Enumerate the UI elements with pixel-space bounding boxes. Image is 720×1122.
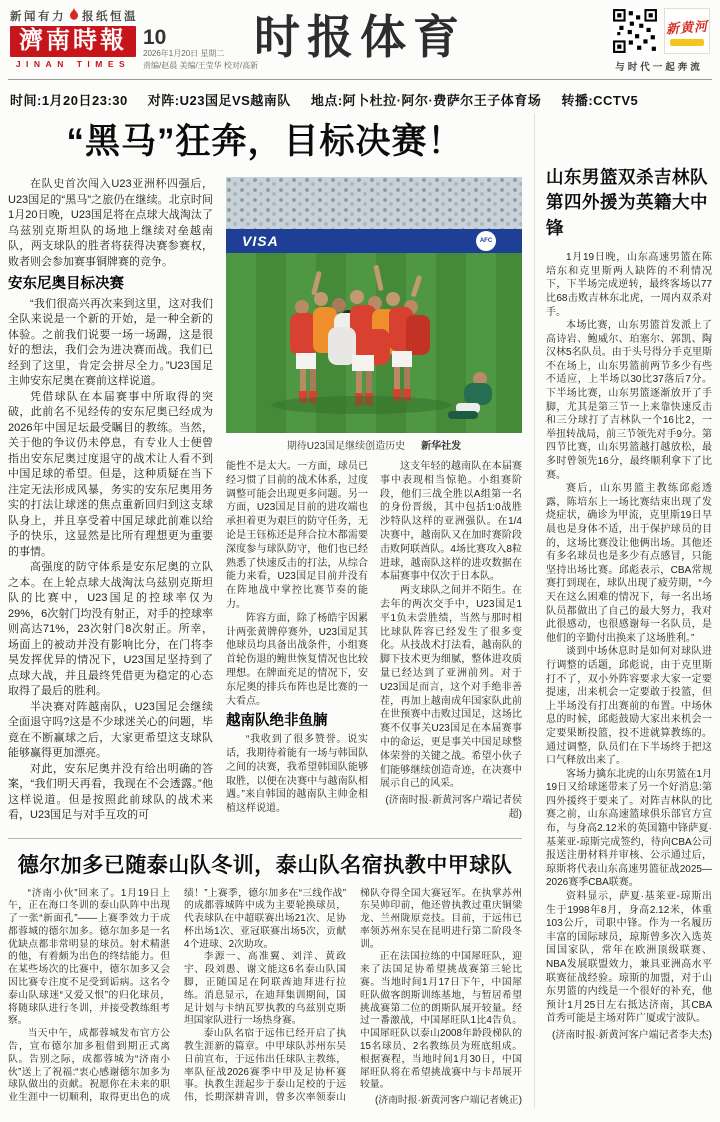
paragraph: 凭借球队在本届赛事中所取得的突破，此前名不见经传的安东尼奥已经成为2026年中国足坛最受瞩目的教练。当然，关于他的争议仍未停息，有专业人士便曾指出安东尼奥过度退守的战术让人看不到中国足球的希望。但是，这种质疑在当下注定无法形成风暴，务实的安东尼奥用务实的打法让球迷的焦点重新回归到这支球队身上，并且享受着中国足球此前难以给予的快乐，这显然是比所有理想更为重要的事情。 xyxy=(8,390,213,558)
paragraph: 谈到中场休息时是如何对球队进行调整的话题，邱彪说，由于克里斯打不了，双小外阵容要求大家一定要提速，出来机会一定要敢于投篮，但上半场没有打出赛前的布置。中场休息的时候，邱彪鼓励大家出来机会一定要果断投篮，投不进就算教练的。通过调整，队员们在下半场终于把这口气释放出来了。 xyxy=(546,646,712,767)
lead-story xyxy=(8,113,522,1108)
stadium-stands xyxy=(226,177,522,229)
basketball-headline xyxy=(546,165,712,241)
paragraph: 能性不是太大。一方面，球员已经习惯了目前的战术体系，过度调整可能会出现更多问题。另一方面，U23国足目前的进攻端也承担着更为艰巨的防守任务，无论是王钰栋还是拜合拉木都需要深度参与球队防守，他们也已经熟悉了快速反击的打法，从综合能力来看，U23国足目前并没有在阵地战中掌控比赛节奏的能力。 xyxy=(226,461,368,610)
paragraph: 这支年轻的越南队在本届赛事中表现相当惊艳。小组赛阶段，他们三战全胜以A组第一名的身份晋级，其中包括1:0战胜沙特队这样的亚洲强队。在1/4决赛中，越南队又在加时赛阶段击败阿联酋队。4场比赛攻入8粒进球，越南队这样的进攻数据在本届赛事中仅次于日本队。 xyxy=(380,461,522,583)
brand-bar xyxy=(670,39,704,46)
paragraph: “济南小伙”回来了。1月19日上午，正在海口冬训的泰山队阵中出现了一张“新面孔”——上赛季效力于成都蓉城的德尔加多。德尔加多是一名优缺点都非常明显的球员。射术精湛的他，有着颇为出色的终结能力。但在某些场次的比赛中，德尔加多又会因比赛专注度不足受到诟病。这名令泰山队球迷“又爱又恨”的归化球员，将随球队进行冬训，并接受教练组考察。 xyxy=(8,887,170,1027)
brand-logo xyxy=(664,8,710,54)
date-line: 2026年1月20日 星期二 xyxy=(143,49,225,58)
paragraph: 赛后，山东男篮主教练邱彪透露，陈培东上一场比赛结束出现了发烧症状，确诊为甲流，克里斯19日早晨也是身体不适，出于保护球员的目的，这场比赛没让他俩出场。其他还有多名球员也是多少有点感冒，只能坚持出场比赛。邱彪表示，CBA常规赛打到现在，球队出现了疲劳期，“今天在这么困难的情况下，每一名出场队员都做出了自己的最大努力，我对此很感动，也很感谢每一名队员，是他们的辛勤付出换来了这场胜利。” xyxy=(546,483,712,644)
paragraph: 李源一、高准翼、刘洋、黄政宇、段刘愚、谢文能这6名泰山队国脚，正随国足在阿联酋迪拜进行拉练。消息显示，在迪拜集训期间，国足计划与卡纳瓦罗执教的乌兹别克斯坦国家队进行一场热身赛。 xyxy=(184,951,346,1027)
goalkeeper xyxy=(448,372,492,419)
byline: (济南时报·新黄河客户端记者姚正) xyxy=(375,1095,522,1107)
paper-slogan xyxy=(10,8,260,24)
paragraph: 资料显示，萨夏·基莱亚-琼斯出生于1998年8月，身高2.12米，体重103公斤，司职中锋。作为一名履历丰富的国际球员，琼斯曾多次入选英国国家队，常年在欧洲顶级联赛、NBA发展联盟效力，兼具亚洲高水平联赛征战经验。琼斯的加盟，对于山东男篮的内线是一个很好的补充，他预计1月25日左右抵达济南，其CBA首秀可能是主场对阵广厦或宁波队。 xyxy=(546,891,712,1025)
paper-logo xyxy=(10,26,136,69)
match-photo-figure xyxy=(226,177,522,452)
page-meta xyxy=(143,26,258,73)
byline: (济南时报·新黄河客户端记者侯超) xyxy=(385,795,522,820)
paper-slogan-left: 新闻有力 xyxy=(10,11,66,23)
paragraph: 半决赛对阵越南队，U23国足会继续全面退守吗?这是不少球迷关心的问题，毕竟在不断赢球之后，大家更希望这支球队能够赢得更加漂亮。 xyxy=(8,700,213,759)
paragraph: 正在法国拉练的中国犀旺队，迎来了法国足协希望挑战赛第三轮比赛。当地时间1月17日下午，中国犀旺队做客朗斯训练基地，与暂居希望挑战赛第二位的朗斯队展开较量。经过一番激战，中国犀旺队1比4告负。中国犀旺队以泰山2008年龄段梯队的15名球员、2名教练员为班底组成。根据赛程，当地时间1月30日，中国犀旺队将在希望挑战赛中与卡昂展开较量。 xyxy=(360,951,522,1091)
match-time: 时间:1月20日23:30 xyxy=(10,93,128,108)
paragraph: 阵容方面，除了杨皓宇因累计两张黄牌停赛外，U23国足其他球员均具备出战条件，小组赛首轮伤退的鲍世恢复情况也比较理想。在牌面充足的情况下，安东尼奥的排兵布阵也是比赛的一大看点。 xyxy=(226,612,368,707)
taishan-story xyxy=(8,838,522,1109)
paragraph: 当天中午，成都蓉城发布官方公告，宣布德尔加多租借到期正式离队。告别之际，成都蓉城为“济南小伙”送上了祝福:“衷心感谢德尔加多为球队做出的贡献。祝愿你在未来的职业生涯中一切顺利，取得更出色的成绩！”上赛季，德尔加多在“三线作战”的成都蓉城阵中成为主要轮换球员，代表球队在中超联赛出场21次、足协杯出场1次、亚冠联赛出场5次，贡献4个进球、2次助攻。 xyxy=(8,887,346,1104)
paragraph: “我们很高兴再次来到这里，这对我们全队来说是一个新的开始，是一种全新的体验。之前我们说要一场一场踢，这是很好的想法，我们会为进决赛而战。我们已经到了这里，肯定会拼尽全力。”U23国足主帅安东尼奥在赛前这样说道。 xyxy=(8,297,213,387)
paragraph: 在队史首次闯入U23亚洲杯四强后，U23国足的“黑马”之旅仍在继续。北京时间1月20日晚，U23国足将在点球大战淘汰了乌兹别克斯坦队的场地上继续对垒越南队，两支球队的胜者将获得决赛参赛权，败者则会参加赛事铜牌赛的竞争。 xyxy=(8,178,213,268)
sub-headline: 安东尼奥目标决赛 xyxy=(8,276,124,292)
paper-slogan-right: 报纸恒温 xyxy=(82,11,138,23)
qr-code xyxy=(612,8,658,54)
paper-name-en: JINAN TIMES xyxy=(15,59,131,69)
masthead-right xyxy=(608,8,710,73)
match-teams: 对阵:U23国足VS越南队 xyxy=(147,93,291,108)
match-info-bar xyxy=(10,90,710,109)
brand-name: 新黄河 xyxy=(665,18,709,36)
paragraph: 对此，安东尼奥并没有给出明确的答案，“我们明天再看，我现在不会透露。”他这样说道。但是按照此前球队的战术来看，U23国足与对手互攻的可 xyxy=(8,762,213,821)
sub-headline: 越南队绝非鱼腩 xyxy=(226,713,328,730)
visa-ad-text: VISA xyxy=(242,233,279,249)
ad-board xyxy=(226,229,522,253)
taishan-body xyxy=(8,888,522,1109)
lead-column-under-photo xyxy=(226,460,522,822)
taishan-headline: 德尔加多已随泰山队冬训，泰山队名宿执教中甲球队 xyxy=(17,853,513,877)
basketball-headline-line1: 山东男篮双杀吉林队 xyxy=(546,167,708,187)
flame-icon xyxy=(69,8,79,24)
staff-line: 责编/赵晨 美编/王莹华 校对/高新 xyxy=(143,61,259,71)
masthead xyxy=(8,6,712,80)
paragraph: 两支球队之间并不陌生。在去年的两次交手中，U23国足1平1负未尝胜绩，当然与那时相比球队阵容已经发生了很多变化。从技战术打法看，越南队的脚下技术更为细腻，整体进攻质量已经达到了亚洲前列。对于U23国足而言，这个对手绝非善茬，再加上越南成年国家队此前在世预赛中击败过国足，这场比赛不仅事关U23国足在本届赛事中的命运，更是事关中国足球整体荣誉的关键之战。希望小伙子们能够继续创造奇迹，在决赛中展示自己的风采。 xyxy=(380,585,522,790)
photo-credit: 新华社发 xyxy=(421,441,462,452)
byline: (济南时报·新黄河客户端记者李夫杰) xyxy=(552,1029,712,1041)
lead-column-left xyxy=(8,177,213,824)
afc-badge: AFC xyxy=(476,231,496,251)
page-number: 10 xyxy=(143,26,167,49)
paper-name: 濟南時報 xyxy=(10,26,136,57)
basketball-story xyxy=(534,113,712,1108)
paragraph: 1月19日晚，山东高速男篮在陈培东和克里斯两人缺阵的不利情况下，下半场完成逆转，最终客场以77比68击败吉林东北虎，一周内双杀对手。 xyxy=(546,252,712,318)
basketball-headline-line2: 第四外援为英籍大中锋 xyxy=(546,192,708,238)
photo-caption-text: 期待U23国足继续创造历史 xyxy=(286,441,406,452)
match-photo xyxy=(226,177,522,433)
paragraph: 泰山队名宿于远伟已经开启了执教生涯新的篇章。中甲球队苏州东吴日前宣布，于远伟出任球队主教练，率队征战2026赛季中甲及足协杯赛事。执教生涯起步于泰山足校的于远伟，长期深耕青训，曾多次率领泰山梯队夺得全国大赛冠军。在执掌苏州东吴帅印前，他还曾执教过重庆铜梁龙、兰州陇原竞技。目前，于远伟已率领苏州东吴在昆明进行第二阶段冬训。 xyxy=(184,887,522,1104)
paragraph: 客场力擒东北虎的山东男篮在1月19日又给球迷带来了另一个好消息:第四外援终于要来了。对阵吉林队的比赛之前，山东高速篮球俱乐部官方宣布，与身高2.12米的英国籍中锋萨夏·基莱亚-琼斯完成签约，待向CBA公司报送注册材料并审核、公示通过后，琼斯将代表山东高速男篮征战2025—2026赛季CBA联赛。 xyxy=(546,768,712,889)
match-broadcast: 转播:CCTV5 xyxy=(561,93,639,108)
lead-headline: “黑马”狂奔，目标决赛！ xyxy=(66,122,464,161)
paragraph: 高强度的防守体系是安东尼奥的立队之本。在上轮点球大战淘汰乌兹别克斯坦队的比赛中，U23国足的控球率仅为29%，6次射门均没有射正，对手的控球率则高达71%，23次射门8次射正。所幸，场面上的被动并没有影响比分，在门将李昊发挥优异的情况下，U23国足坚持到了点球大战，并且最终凭借更为稳定的心态取得了最后的胜利。 xyxy=(8,561,213,697)
match-venue: 地点:阿卜杜拉·阿尔·费萨尔王子体育场 xyxy=(310,93,542,108)
players-illustration xyxy=(226,253,522,433)
brand-slogan: 与时代一起奔流 xyxy=(615,62,703,73)
masthead-left xyxy=(10,8,260,73)
photo-caption xyxy=(226,437,522,452)
section-title: 时报体育 xyxy=(254,11,466,63)
paragraph: “我收到了很多赞誉。说实话，我期待着能有一场与韩国队之间的决赛，我希望韩国队能够取胜，以便在决赛中与越南队相遇。”来自韩国的越南队主帅金相植这样说道。 xyxy=(226,734,368,815)
lead-column-right xyxy=(226,177,522,824)
paragraph: 本场比赛，山东男篮首发派上了高诗岩、鲍威尔、珀塞尔、郭凯、陶汉林5名队员。由于头号得分手克里斯不在场上，山东男篮前两节多少有些不适应，上半场以30比37落后7分。下半场比赛，山东男篮逐渐放开了手脚，尤其是第三节一上来靠快速反击和三分球打了吉林队一个16比2，一举扭转战局，前三节领先对手9分。第四节比赛，山东男篮越打越放松，最多时曾领先16分，最终顺利拿下了比赛。 xyxy=(546,320,712,481)
basketball-body xyxy=(546,251,712,1042)
